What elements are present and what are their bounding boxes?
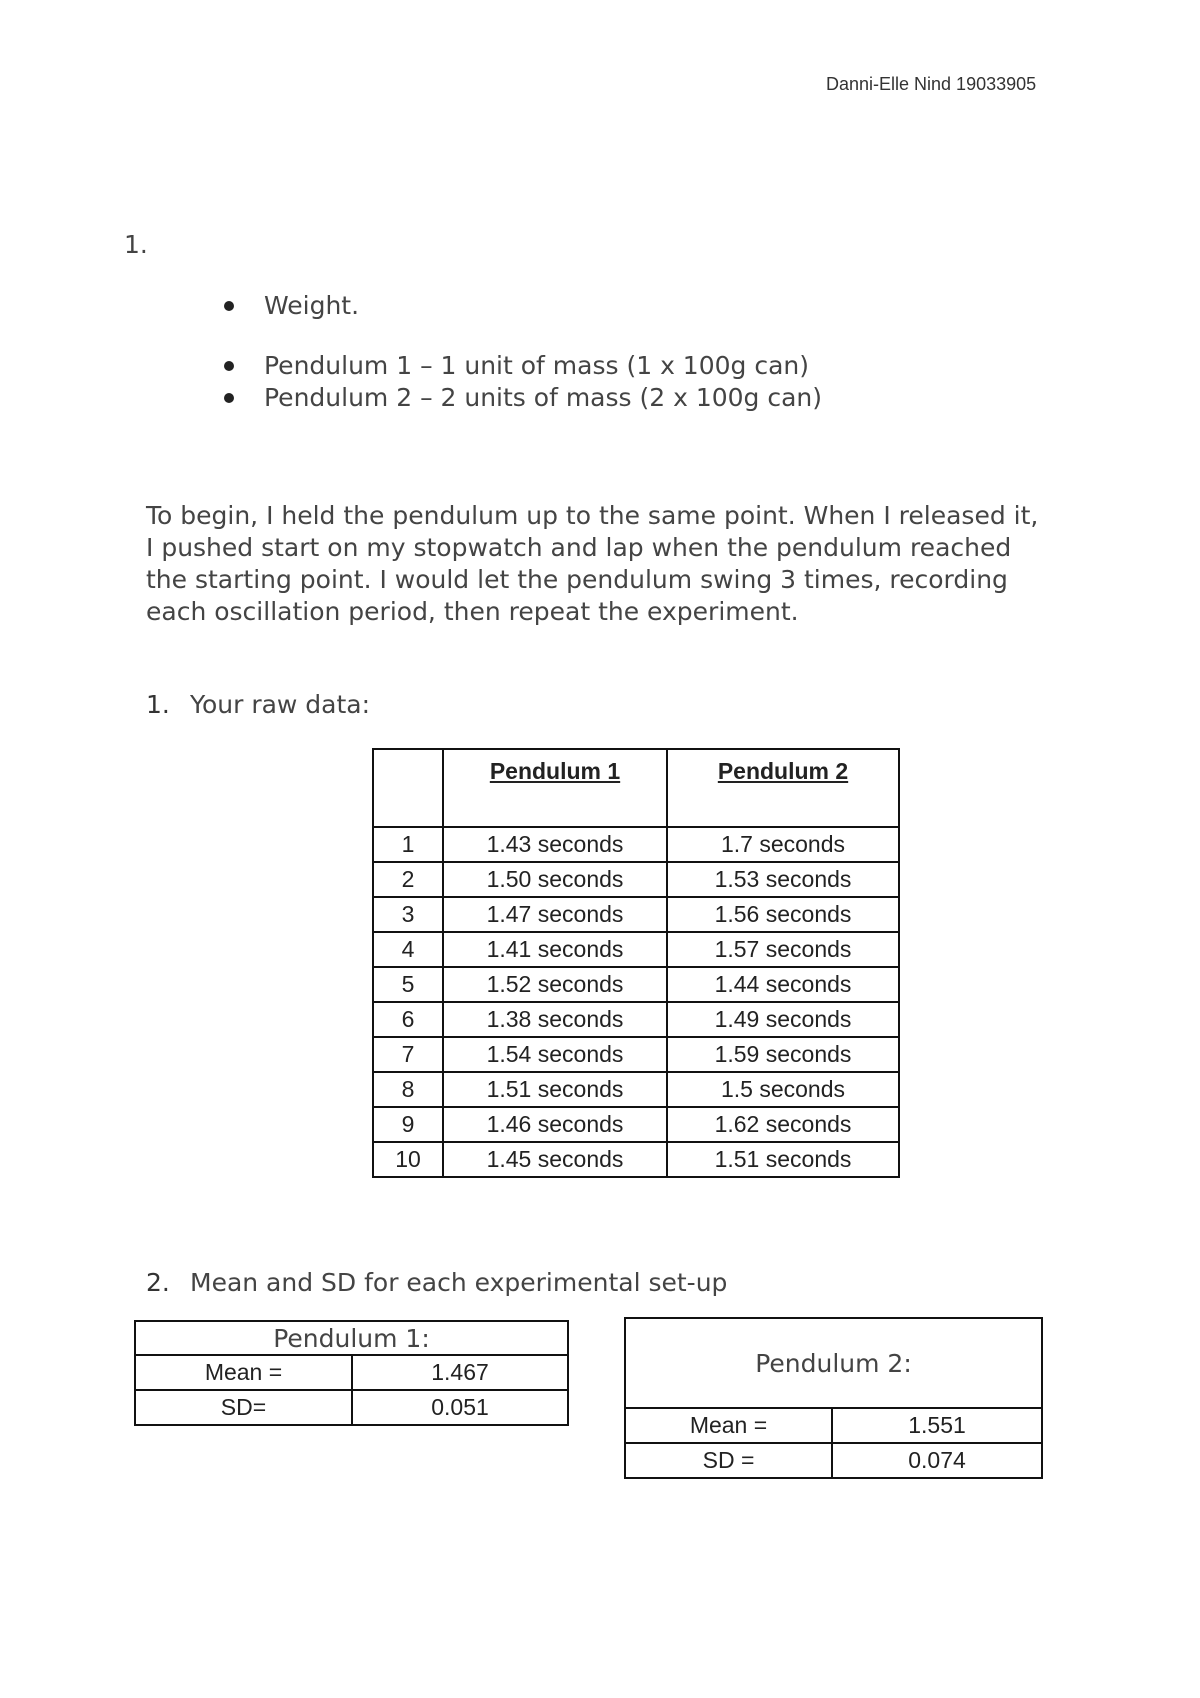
list-item-text: Weight. <box>264 291 360 320</box>
list-item <box>224 382 822 414</box>
raw-data-heading <box>146 690 370 719</box>
list-item <box>224 290 359 322</box>
bullet-icon <box>224 361 234 371</box>
trial-number: 7 <box>373 1037 443 1072</box>
method-paragraph: To begin, I held the pendulum up to the same point. When I released it, I pushed start on my stopwatch and lap when the pendulum reached the starting point. I would let the pendulum swing 3 times, recording each oscillation period, then repeat the experiment. <box>146 501 1039 626</box>
trial-number: 6 <box>373 1002 443 1037</box>
mean-value: 1.551 <box>832 1408 1042 1443</box>
table-row <box>135 1355 568 1390</box>
author-header: Danni-Elle Nind 19033905 <box>826 74 1037 94</box>
pendulum-1-time: 1.43 seconds <box>443 827 667 862</box>
pendulum-2-time: 1.49 seconds <box>667 1002 899 1037</box>
pendulum-1-time: 1.51 seconds <box>443 1072 667 1107</box>
table-row <box>625 1408 1042 1443</box>
table-header-pendulum-2: Pendulum 2 <box>667 749 899 827</box>
pendulum-1-time: 1.50 seconds <box>443 862 667 897</box>
sd-value: 0.074 <box>832 1443 1042 1478</box>
pendulum-2-time: 1.57 seconds <box>667 932 899 967</box>
pendulum-1-time: 1.54 seconds <box>443 1037 667 1072</box>
mean-value: 1.467 <box>352 1355 568 1390</box>
pendulum-2-stats-title: Pendulum 2: <box>625 1318 1042 1408</box>
sd-value: 0.051 <box>352 1390 568 1425</box>
mean-label: Mean = <box>625 1408 832 1443</box>
question-number: 1. <box>124 230 148 259</box>
bullet-icon <box>224 301 234 311</box>
pendulum-2-time: 1.44 seconds <box>667 967 899 1002</box>
list-item-text: Pendulum 1 – 1 unit of mass (1 x 100g can) <box>264 351 810 380</box>
table-row <box>625 1443 1042 1478</box>
trial-number: 8 <box>373 1072 443 1107</box>
pendulum-2-time: 1.53 seconds <box>667 862 899 897</box>
heading-title: Mean and SD for each experimental set-up <box>190 1268 728 1297</box>
mean-sd-heading <box>146 1268 727 1297</box>
pendulum-1-time: 1.47 seconds <box>443 897 667 932</box>
table-row <box>373 1107 899 1142</box>
table-row <box>373 932 899 967</box>
heading-number: 1. <box>146 690 170 719</box>
pendulum-2-stats-table <box>624 1317 1043 1479</box>
pendulum-2-time: 1.59 seconds <box>667 1037 899 1072</box>
heading-title: Your raw data: <box>190 690 371 719</box>
trial-number: 10 <box>373 1142 443 1177</box>
trial-number: 5 <box>373 967 443 1002</box>
sd-label: SD = <box>625 1443 832 1478</box>
sd-label: SD= <box>135 1390 352 1425</box>
raw-data-table <box>372 748 900 1178</box>
pendulum-1-time: 1.38 seconds <box>443 1002 667 1037</box>
pendulum-2-time: 1.51 seconds <box>667 1142 899 1177</box>
variable-list <box>224 290 359 322</box>
table-header-pendulum-1: Pendulum 1 <box>443 749 667 827</box>
table-row <box>373 967 899 1002</box>
heading-number: 2. <box>146 1268 170 1297</box>
pendulum-1-time: 1.41 seconds <box>443 932 667 967</box>
table-row <box>135 1390 568 1425</box>
trial-number: 4 <box>373 932 443 967</box>
pendulum-1-time: 1.52 seconds <box>443 967 667 1002</box>
pendulum-2-time: 1.7 seconds <box>667 827 899 862</box>
table-row <box>373 1142 899 1177</box>
pendulum-1-stats-table <box>134 1320 569 1426</box>
table-row <box>373 1037 899 1072</box>
list-item <box>224 350 822 382</box>
table-row <box>373 862 899 897</box>
setup-list <box>224 350 822 414</box>
mean-label: Mean = <box>135 1355 352 1390</box>
table-row <box>373 1072 899 1107</box>
trial-number: 2 <box>373 862 443 897</box>
bullet-icon <box>224 393 234 403</box>
table-row <box>373 827 899 862</box>
table-header-blank <box>373 749 443 827</box>
table-row <box>373 897 899 932</box>
list-item-text: Pendulum 2 – 2 units of mass (2 x 100g can) <box>264 383 823 412</box>
pendulum-2-time: 1.5 seconds <box>667 1072 899 1107</box>
pendulum-1-stats-title: Pendulum 1: <box>135 1321 568 1355</box>
trial-number: 9 <box>373 1107 443 1142</box>
pendulum-1-time: 1.45 seconds <box>443 1142 667 1177</box>
trial-number: 3 <box>373 897 443 932</box>
table-row <box>373 1002 899 1037</box>
pendulum-1-time: 1.46 seconds <box>443 1107 667 1142</box>
pendulum-2-time: 1.56 seconds <box>667 897 899 932</box>
trial-number: 1 <box>373 827 443 862</box>
pendulum-2-time: 1.62 seconds <box>667 1107 899 1142</box>
